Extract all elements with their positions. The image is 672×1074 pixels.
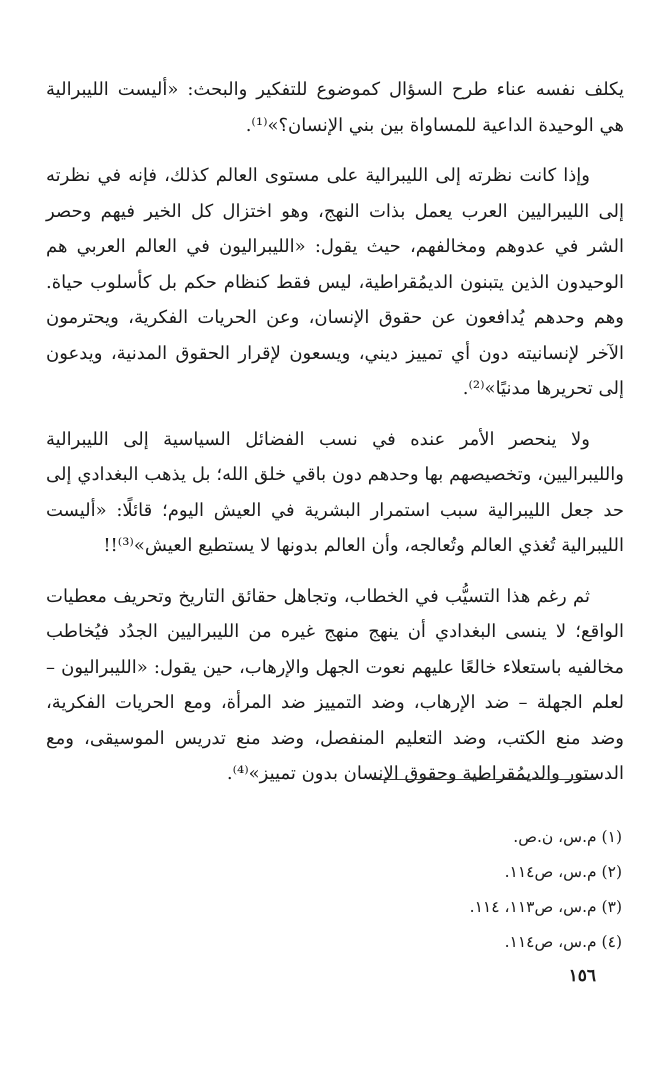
footnote-divider [372,779,596,780]
paragraph-2: وإذا كانت نظرته إلى الليبرالية على مستوى العالم كذلك، فإنه في نظرته إلى الليبراليين العرب يعمل بذات النهج، وهو اختزال كل الخير فيهم وحصر الشر في عدوهم ومخالفهم، حيث يقول: «الليبراليون في العالم العربي هم الوحيدون الذين يتبنون الديمُقراطية، ليس فقط كنظام حكم بل كأسلوب حياة. وهم وحدهم يُدافعون عن حقوق الإنسان، وعن الحريات الفكرية، ويحترمون الآخر لإنسانيته دون أي تمييز ديني، ويسعون لإقرار الحقوق المدنية، ويدعون إلى تحريرها مدنيًا»⁽²⁾. [46,165,624,399]
footnote-3: (٣) م.س، ص١١٣، ١١٤. [469,898,622,916]
paragraph-3: ولا ينحصر الأمر عنده في نسب الفضائل السياسية إلى الليبرالية والليبراليين، وتخصيصهم بها وحدهم دون باقي خلق الله؛ بل يذهب البغدادي إلى حد جعل الليبرالية سبب استمرار البشرية في العيش اليوم؛ قائلًا: «أليست الليبرالية تُغذي العالم وتُعالجه، وأن العالم بدونها لا يستطيع العيش»⁽³⁾!! [46,428,624,556]
footnotes [46,820,622,960]
page-number: ١٥٦ [568,966,596,986]
paragraph-1: يكلف نفسه عناء طرح السؤال كموضوع للتفكير والبحث: «أليست الليبرالية هي الوحيدة الداعية للمساواة بين بني الإنسان؟»⁽¹⁾. [46,79,624,136]
paragraph-4: ثم رغم هذا التسيُّب في الخطاب، وتجاهل حقائق التاريخ وتحريف معطيات الواقع؛ لا ينسى البغدادي أن ينهج منهج غيره من الليبراليين الجدُد فيُخاطب مخالفيه باستعلاء خالعًا عليهم نعوت الجهل والإرهاب، حين يقول: «الليبراليون – لعلم الجهلة – ضد الإرهاب، وضد التمييز ضد المرأة، ومع الحريات الفكرية، وضد منع الكتب، وضد التعليم المنفصل، وضد منع تدريس الموسيقى، ومع الدستور والديمُقراطية وحقوق الإنسان بدون تمييز»⁽⁴⁾. [46,585,624,784]
footnote-1: (١) م.س، ن.ص. [513,828,622,846]
body-text [46,72,624,807]
footnote-2: (٢) م.س، ص١١٤. [504,863,622,881]
footnote-4: (٤) م.س، ص١١٤. [504,933,622,951]
